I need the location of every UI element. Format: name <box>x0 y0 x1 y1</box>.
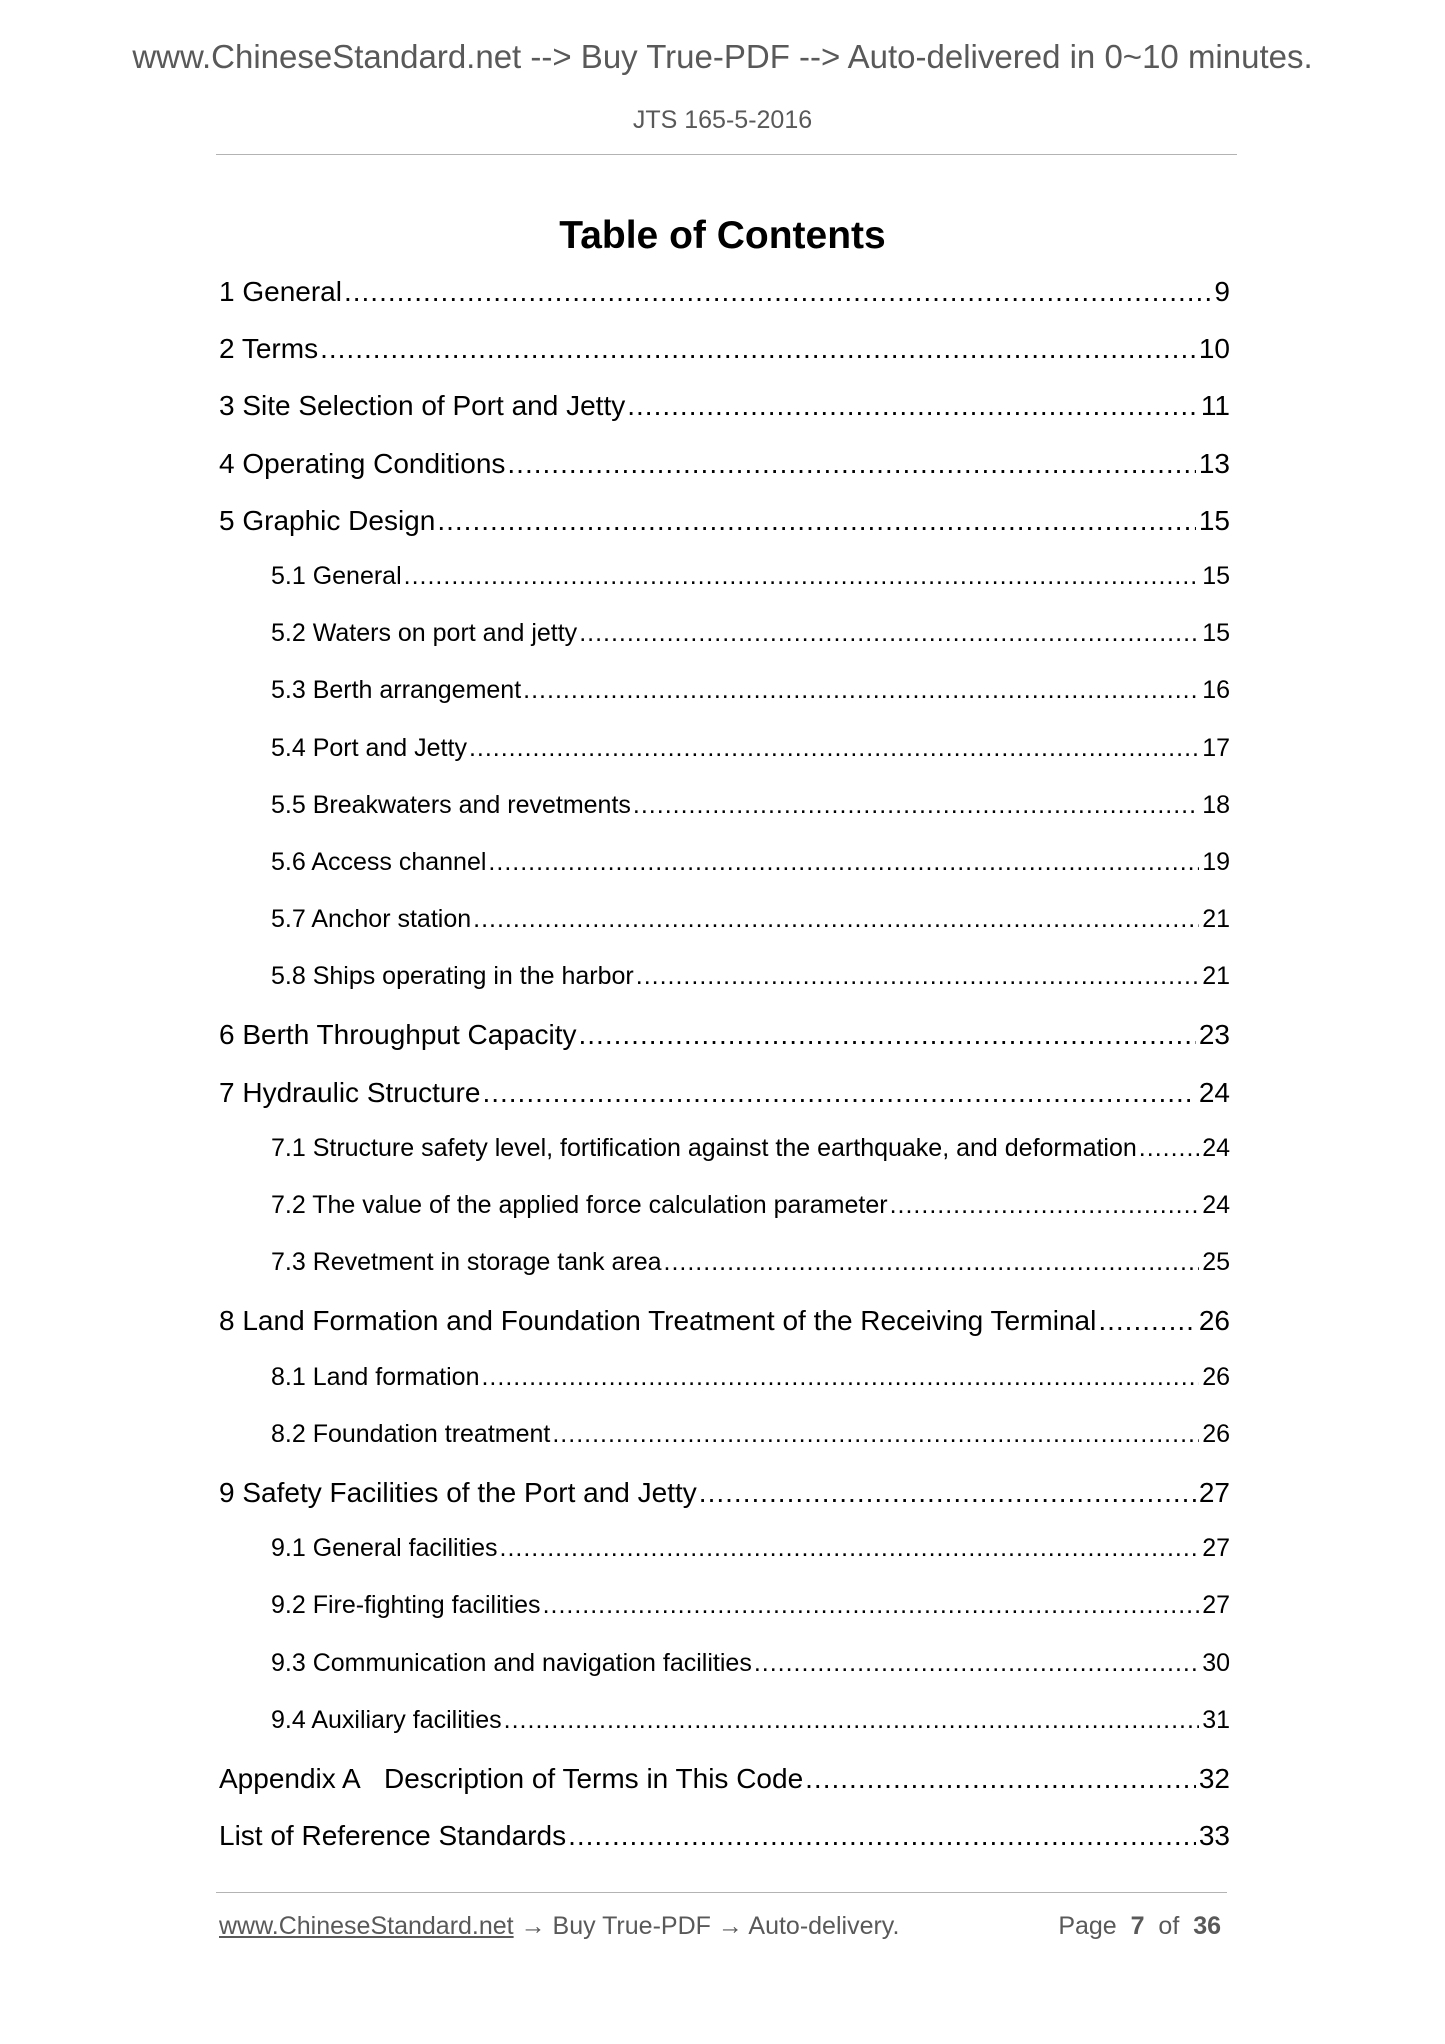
toc-entry-label: 6 Berth Throughput Capacity <box>219 1019 577 1051</box>
toc-entry-page-number: 19 <box>1202 847 1230 876</box>
toc-dot-leader <box>344 276 1211 308</box>
page-word: Page <box>1058 1912 1117 1940</box>
toc-chapter-entry[interactable] <box>219 333 1230 390</box>
toc-dot-leader <box>890 1191 1200 1220</box>
toc-entry-label: 5.8 Ships operating in the harbor <box>271 962 634 991</box>
toc-dot-leader <box>437 505 1196 537</box>
toc-entry-label: 5.6 Access channel <box>271 847 487 876</box>
toc-dot-leader <box>320 333 1196 365</box>
toc-entry-label: 5.1 General <box>271 561 402 590</box>
toc-entry-page-number: 27 <box>1202 1591 1230 1620</box>
toc-entry-page-number: 27 <box>1202 1534 1230 1563</box>
toc-entry-page-number: 17 <box>1202 733 1230 762</box>
toc-dot-leader <box>473 905 1199 934</box>
toc-entry-page-number: 24 <box>1202 1191 1230 1219</box>
toc-section-entry[interactable] <box>219 734 1230 791</box>
toc-entry-page-number: 26 <box>1202 1419 1230 1448</box>
toc-entry-page-number: 30 <box>1202 1648 1230 1677</box>
toc-entry-label: 3 Site Selection of Port and Jetty <box>219 390 626 422</box>
header-divider <box>216 154 1237 155</box>
toc-entry-label: 2 Terms <box>219 333 319 365</box>
toc-entry-label: 7.2 The value of the applied force calculation parameter <box>271 1191 888 1219</box>
toc-section-entry[interactable] <box>219 1649 1230 1706</box>
toc-entry-page-number: 26 <box>1198 1305 1230 1337</box>
toc-dot-leader <box>636 962 1199 991</box>
footer-tagline: → Buy True-PDF → Auto-delivery. <box>513 1912 900 1940</box>
page-total: 36 <box>1193 1912 1221 1940</box>
toc-section-entry[interactable] <box>219 791 1230 848</box>
toc-dot-leader <box>552 1420 1199 1449</box>
toc-dot-leader <box>481 1363 1199 1392</box>
toc-dot-leader <box>543 1591 1200 1620</box>
toc-dot-leader <box>500 1534 1200 1563</box>
toc-entry-page-number: 23 <box>1198 1019 1230 1051</box>
toc-section-entry[interactable] <box>219 619 1230 676</box>
toc-entry-page-number: 15 <box>1198 504 1230 536</box>
toc-section-entry[interactable] <box>219 1534 1230 1591</box>
toc-chapter-entry[interactable] <box>219 1820 1230 1877</box>
toc-entry-label: 8.1 Land formation <box>271 1362 480 1391</box>
toc-dot-leader <box>482 1077 1195 1109</box>
toc-entry-label: 5.7 Anchor station <box>271 905 472 934</box>
toc-section-entry[interactable] <box>219 1134 1230 1191</box>
toc-section-entry[interactable] <box>219 1191 1230 1248</box>
toc-section-entry[interactable] <box>219 562 1230 619</box>
toc-section-entry[interactable] <box>219 1420 1230 1477</box>
toc-dot-leader <box>578 1019 1195 1051</box>
toc-entry-page-number: 32 <box>1198 1762 1230 1794</box>
toc-dot-leader <box>469 734 1199 763</box>
toc-dot-leader <box>633 791 1199 820</box>
toc-section-entry[interactable] <box>219 1248 1230 1305</box>
footer-website-link[interactable]: www.ChineseStandard.net <box>219 1912 514 1940</box>
toc-entry-page-number: 16 <box>1202 676 1230 705</box>
toc-chapter-entry[interactable] <box>219 505 1230 562</box>
toc-dot-leader <box>523 676 1199 705</box>
toc-chapter-entry[interactable] <box>219 1763 1230 1820</box>
toc-entry-label: 5.3 Berth arrangement <box>271 676 522 705</box>
toc-entry-label: 8 Land Formation and Foundation Treatment of the Receiving Terminal <box>219 1305 1097 1337</box>
toc-entry-label: 9.4 Auxiliary facilities <box>271 1705 502 1734</box>
footer-divider <box>216 1892 1227 1893</box>
page-indicator <box>1058 1912 1221 1941</box>
toc-chapter-entry[interactable] <box>219 1019 1230 1076</box>
toc-entry-label: 9.3 Communication and navigation facilities <box>271 1648 752 1677</box>
toc-entry-page-number: 26 <box>1202 1362 1230 1391</box>
toc-chapter-entry[interactable] <box>219 1305 1230 1362</box>
of-word: of <box>1158 1912 1180 1940</box>
toc-dot-leader <box>627 390 1198 422</box>
toc-dot-leader <box>664 1248 1200 1277</box>
toc-entry-page-number: 13 <box>1198 447 1230 479</box>
toc-entry-page-number: 21 <box>1202 962 1230 991</box>
toc-entry-label: 5.4 Port and Jetty <box>271 733 467 762</box>
toc-entry-page-number: 21 <box>1202 905 1230 934</box>
toc-entry-label: Appendix A Description of Terms in This Code <box>219 1762 804 1794</box>
toc-chapter-entry[interactable] <box>219 1477 1230 1534</box>
toc-entry-label: 5.5 Breakwaters and revetments <box>271 790 631 819</box>
toc-dot-leader <box>754 1649 1199 1678</box>
toc-entry-page-number: 33 <box>1198 1820 1230 1852</box>
toc-section-entry[interactable] <box>219 848 1230 905</box>
toc-chapter-entry[interactable] <box>219 448 1230 505</box>
toc-section-entry[interactable] <box>219 1591 1230 1648</box>
toc-entry-label: 5 Graphic Design <box>219 504 436 536</box>
toc-entry-page-number: 11 <box>1200 390 1230 422</box>
footer-left <box>219 1912 899 1941</box>
toc-entry-page-number: 27 <box>1198 1476 1230 1508</box>
page-current: 7 <box>1130 1912 1145 1940</box>
toc-dot-leader <box>504 1706 1200 1735</box>
toc-section-entry[interactable] <box>219 962 1230 1019</box>
toc-title: Table of Contents <box>559 214 886 257</box>
toc-entry-page-number: 15 <box>1202 619 1230 648</box>
toc-dot-leader <box>699 1477 1196 1509</box>
toc-entry-page-number: 15 <box>1202 561 1230 590</box>
toc-dot-leader <box>568 1820 1196 1852</box>
toc-section-entry[interactable] <box>219 676 1230 733</box>
toc-entry-page-number: 31 <box>1202 1705 1230 1734</box>
toc-dot-leader <box>805 1763 1196 1795</box>
toc-entry-page-number: 10 <box>1198 333 1230 365</box>
document-number: JTS 165-5-2016 <box>632 106 813 134</box>
toc-section-entry[interactable] <box>219 1706 1230 1763</box>
toc-entry-page-number: 24 <box>1198 1076 1230 1108</box>
page-footer <box>219 1912 1230 1952</box>
top-banner: www.ChineseStandard.net --> Buy True-PDF --> Auto-delivered in 0~10 minutes. <box>132 38 1313 75</box>
toc-entry-label: 9 Safety Facilities of the Port and Jetty <box>219 1476 697 1508</box>
toc-entry-label: 7 Hydraulic Structure <box>219 1076 481 1108</box>
table-of-contents <box>219 276 1230 1877</box>
toc-entry-label: 4 Operating Conditions <box>219 447 506 479</box>
toc-section-entry[interactable] <box>219 1363 1230 1420</box>
toc-dot-leader <box>579 619 1199 648</box>
toc-entry-label: 7.3 Revetment in storage tank area <box>271 1248 662 1277</box>
toc-section-entry[interactable] <box>219 905 1230 962</box>
toc-entry-page-number: 25 <box>1202 1248 1230 1277</box>
toc-entry-page-number: 18 <box>1202 790 1230 819</box>
toc-dot-leader <box>488 848 1199 877</box>
toc-entry-page-number: 24 <box>1202 1133 1230 1162</box>
toc-entry-label: List of Reference Standards <box>219 1820 567 1852</box>
toc-dot-leader <box>507 448 1195 480</box>
toc-entry-page-number: 9 <box>1214 276 1230 307</box>
toc-chapter-entry[interactable] <box>219 390 1230 447</box>
toc-entry-label: 9.2 Fire-fighting facilities <box>271 1591 541 1620</box>
toc-chapter-entry[interactable] <box>219 276 1230 333</box>
toc-dot-leader <box>1098 1305 1196 1337</box>
toc-entry-label: 9.1 General facilities <box>271 1534 498 1563</box>
toc-entry-label: 8.2 Foundation treatment <box>271 1419 551 1448</box>
toc-dot-leader <box>404 562 1200 591</box>
toc-dot-leader <box>1139 1134 1199 1163</box>
toc-entry-label: 5.2 Waters on port and jetty <box>271 619 578 648</box>
toc-chapter-entry[interactable] <box>219 1077 1230 1134</box>
toc-entry-label: 1 General <box>219 276 342 307</box>
toc-entry-label: 7.1 Structure safety level, fortification against the earthquake, and deformation <box>271 1133 1137 1162</box>
